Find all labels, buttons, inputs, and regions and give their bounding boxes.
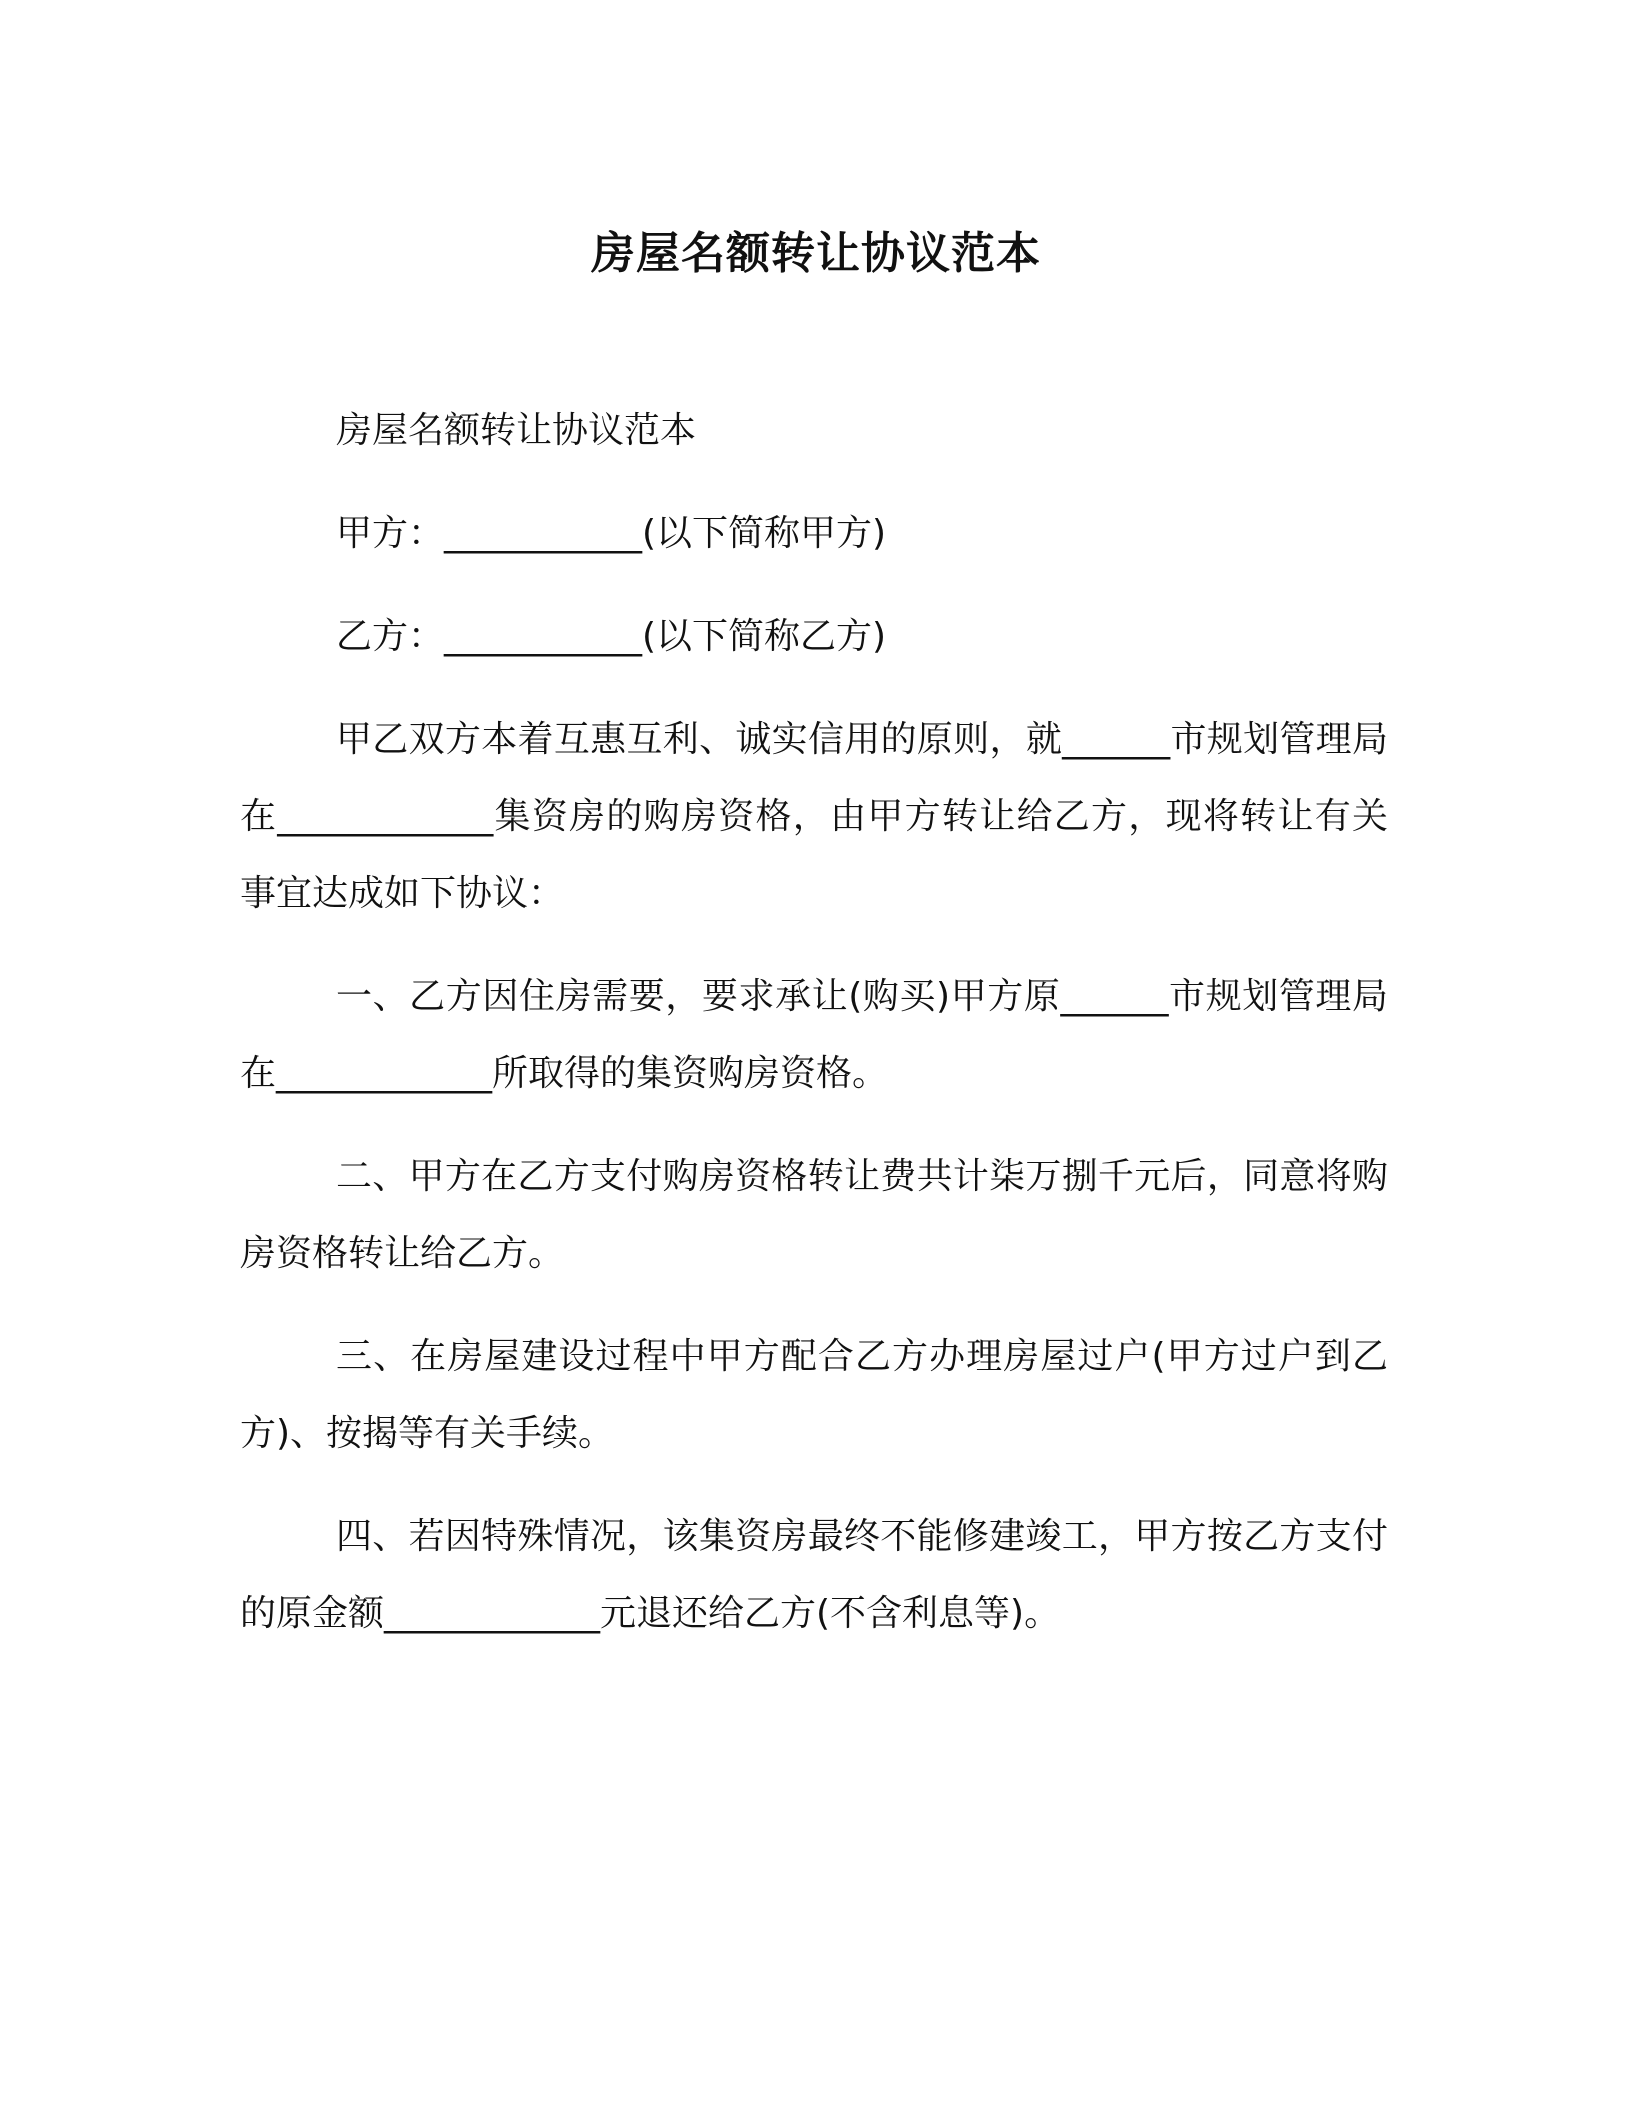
party-a-line: 甲方：___________(以下简称甲方) [336, 513, 887, 554]
party-b-line: 乙方：___________(以下简称乙方) [336, 616, 887, 657]
clause-4: 四、若因特殊情况，该集资房最终不能修建竣工，甲方按乙方支付的原金额____________元退还给乙方(不含利息等)。 [240, 1516, 1388, 1634]
clause-2: 二、甲方在乙方支付购房资格转让费共计柒万捌千元后，同意将购房资格转让给乙方。 [240, 1156, 1388, 1274]
document-body [240, 392, 1388, 1678]
clause-3: 三、在房屋建设过程中甲方配合乙方办理房屋过户(甲方过户到乙方)、按揭等有关手续。 [240, 1336, 1388, 1454]
clause-1: 一、乙方因住房需要，要求承让(购买)甲方原______市规划管理局在____________所取得的集资购房资格。 [240, 976, 1388, 1094]
subtitle-paragraph: 房屋名额转让协议范本 [336, 410, 697, 451]
preamble-paragraph: 甲乙双方本着互惠互利、诚实信用的原则，就______市规划管理局在____________集资房的购房资格，由甲方转让给乙方，现将转让有关事宜达成如下协议： [240, 719, 1388, 914]
document-title: 房屋名额转让协议范本 [591, 228, 1041, 279]
